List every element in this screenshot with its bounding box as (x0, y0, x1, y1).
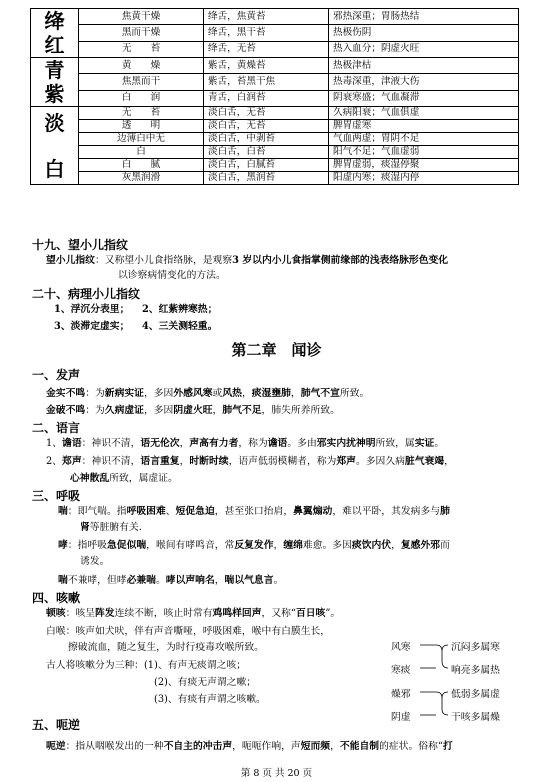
table-row: 灰黑润滑 淡白舌，黑润苔 阳虚内寒；痰湿内停 (31, 172, 519, 185)
paragraph-xiao: 哮：指呼吸急促似喘，喉间有哮鸣音，常反复发作，缠绵难愈。多因痰饮内伏，复感外邪而 (58, 540, 450, 551)
diagram-label-yinxu: 阴虚 (391, 712, 411, 723)
group-label-jianghong: 绛 红 (31, 9, 79, 58)
chapter-title: 第二章 闻诊 (231, 341, 322, 359)
paragraph-baihou-cont: 擦破流血，随之复生，为时行疫毒攻喉所致。 (68, 642, 264, 653)
list-item: 4、三关测轻重。 (142, 321, 218, 332)
diagram-label-fenghan: 风寒 (391, 642, 411, 653)
diagram-label-xiangliang: 响亮多属热 (451, 665, 500, 676)
paragraph-xiao-cont: 诱发。 (80, 556, 110, 567)
diagram-label-ganke: 干咳多属燥 (451, 712, 500, 723)
paragraph-dunke: 顿咳：咳呈阵发连续不断，咳止时常有鸡鸣样回声，又称“百日咳”。 (46, 608, 341, 619)
table-row: 透 明 淡白舌，无苔 脾胃虚寒 (31, 120, 519, 133)
table-row: 焦黑而干 紫舌，苔黑干焦 热毒深重，津液大伤 (31, 74, 519, 90)
table-row: 黑而干燥 绛舌，黑干苔 热极伤阴 (31, 25, 519, 41)
cough-categories-intro: 古人将咳嗽分为三种：(1)、有声无痰谓之咳； (46, 660, 247, 671)
section-title-3: 三、呼吸 (32, 489, 81, 503)
list-item: 3、淡滞定虚实； (54, 321, 130, 332)
section-title-4: 四、咳嗽 (32, 591, 81, 605)
table-row: 淡 白 无 苔 淡白舌，无苔 久病阳衰；气血俱虚 (31, 107, 519, 120)
paragraph-chuan: 喘：即气喘。指呼吸困难、短促急迫，甚至张口抬肩，鼻翼煽动，难以平卧，其发病多与肺 (58, 506, 450, 517)
paragraph-chuan-xiao-note: 喘不兼哮，但哮必兼喘。哮以声响名，喘以气息言。 (58, 575, 284, 586)
section-title-5: 五、呃逆 (32, 718, 81, 732)
group-label-danbai: 淡 白 (31, 107, 79, 185)
section-title-2: 二、语言 (32, 421, 81, 435)
paragraph-zhengsheng-cont: 心神散乱所致，属虚证。 (70, 473, 178, 484)
paragraph-zhengsheng: 2、郑声：神识不清，语言重复，时断时续，语声低弱模糊者，称为郑声。多因久病脏气衰竭， (46, 456, 454, 467)
table-row: 绛 红 焦黄干燥 绛舌，焦黄苔 邪热深重；胃肠热结 (31, 9, 519, 25)
table-row: 白 腻 淡白舌，白腻苔 脾胃虚弱，痰湿停聚 (31, 159, 519, 172)
table-row: 边薄白中无 淡白舌，中剥苔 气血两虚；胃阴不足 (31, 133, 519, 146)
section-title-1: 一、发声 (32, 368, 81, 382)
paragraph-enì: 呃逆：指从咽喉发出的一种不自主的冲击声，呃呃作响，声短而频，不能自制的症状。俗称“打 (46, 741, 453, 752)
table-row: 青 紫 黄 燥 紫舌，黄燥苔 热极津枯 (31, 58, 519, 74)
paragraph-baihou: 白喉：咳声如犬吠，伴有声音嘶哑，呼吸困难，喉中有白膜生长， (46, 626, 331, 637)
paragraph-finger-vein-cont: 以诊察病情变化的方法。 (118, 270, 226, 281)
page-footer: 第 8 页 共 20 页 (240, 768, 313, 779)
paragraph-finger-vein: 望小儿指纹：又称望小儿食指络脉，是观察3 岁以内小儿食指掌侧前缘部的浅表络脉形色变化 (46, 255, 449, 266)
diagram-label-diruo: 低弱多属虚 (451, 689, 500, 700)
table-row: 白 润 青舌，白润苔 阴衰寒盛；气血凝滞 (31, 90, 519, 106)
diagram-label-chenmen: 沉闷多属寒 (451, 642, 500, 653)
paragraph-chuan-cont: 肾等脏腑有关. (80, 522, 142, 533)
paragraph-zhanyu: 1、谵语：神识不清，语无伦次，声高有力者，称为谵语。多由邪实内扰神明所致，属实证。 (46, 438, 445, 449)
group-label-qingzi: 青 紫 (31, 58, 79, 107)
list-item: 2、红紫辨寒热； (142, 304, 218, 315)
list-item: 1、浮沉分表里； (54, 304, 130, 315)
diagram-label-hantan: 寒痰 (391, 665, 411, 676)
diagram-label-zaoxie: 燥邪 (391, 689, 411, 700)
paragraph-jinshi: 金实不鸣：为新病实证，多因外感风寒或风热，痰湿壅肺，肺气不宣所致。 (46, 388, 370, 399)
table-row: 白 淡白舌，白苔 阳气不足；气血虚弱 (31, 146, 519, 159)
section-title-19: 十九、望小儿指纹 (32, 238, 129, 252)
paragraph-jinpo: 金破不鸣：为久病虚证，多因阴虚火旺，肺气不足，肺失所养所致。 (46, 405, 340, 416)
cough-category: (2)、有痰无声谓之嗽； (154, 677, 257, 688)
table-row: 无 苔 绛舌，无苔 热入血分；阴虚火旺 (31, 41, 519, 57)
cough-category: (3)、有痰有声谓之咳嗽。 (154, 694, 266, 705)
section-title-20: 二十、病理小儿指纹 (32, 287, 141, 301)
